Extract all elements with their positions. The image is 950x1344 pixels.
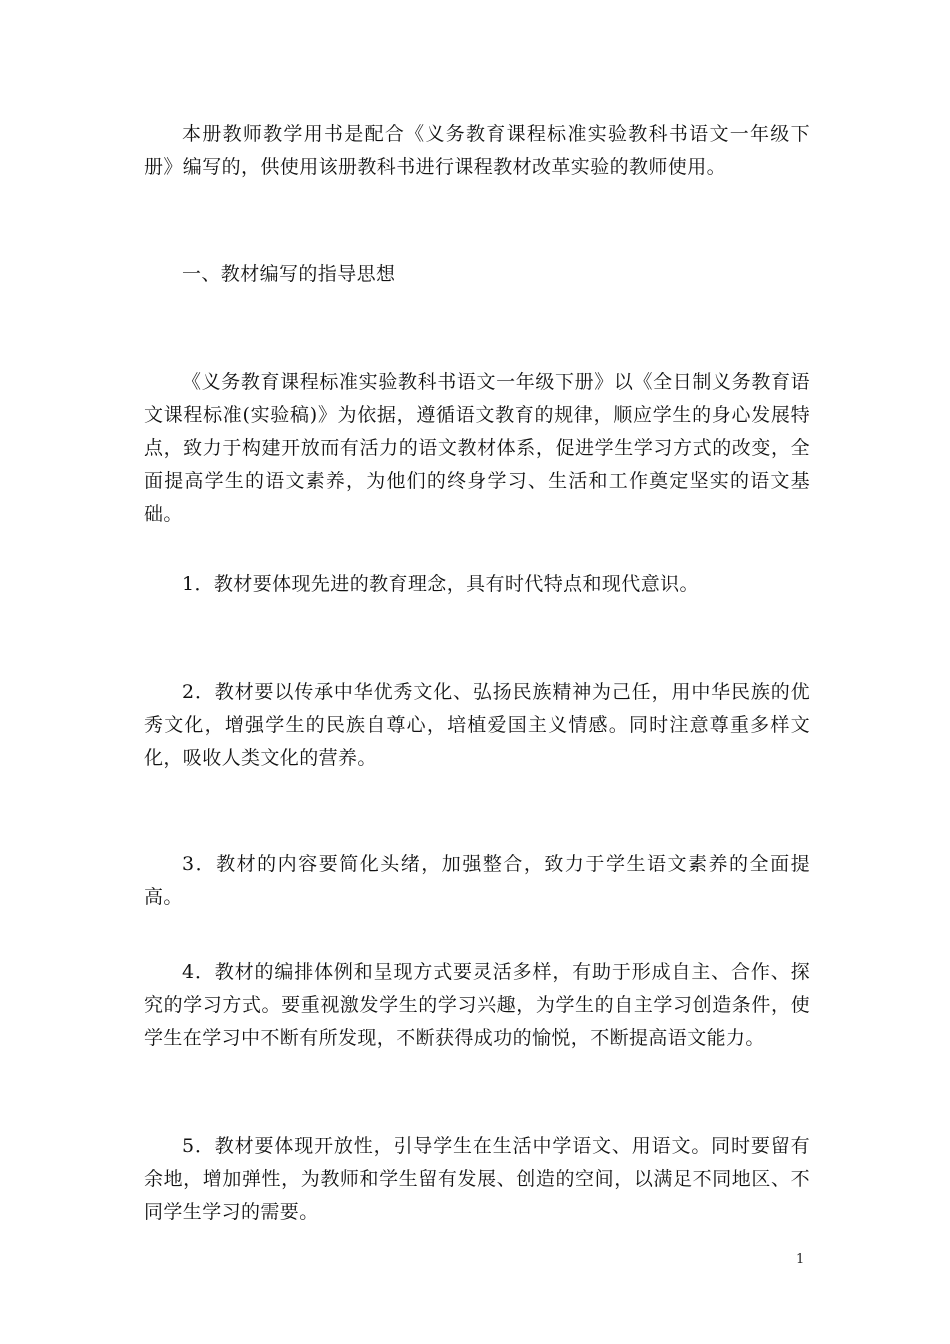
list-item: 5．教材要体现开放性，引导学生在生活中学语文、用语文。同时要留有余地，增加弹性，为教师和学生留有发展、创造的空间，以满足不同地区、不同学生学习的需要。 (144, 1135, 810, 1223)
list-item: 2．教材要以传承中华优秀文化、弘扬民族精神为己任，用中华民族的优秀文化，增强学生的民族自尊心，培植爱国主义情感。同时注意尊重多样文化，吸收人类文化的营养。 (144, 681, 810, 769)
list-item: 4．教材的编排体例和呈现方式要灵活多样，有助于形成自主、合作、探究的学习方式。要重视激发学生的学习兴趣，为学生的自主学习创造条件，使学生在学习中不断有所发现，不断获得成功的愉悦，不断提高语文能力。 (144, 961, 810, 1049)
basis-paragraph: 《义务教育课程标准实验教科书语文一年级下册》以《全日制义务教育语文课程标准(实验稿)》为依据，遵循语文教育的规律，顺应学生的身心发展特点，致力于构建开放而有活力的语文教材体系，促进学生学习方式的改变，全面提高学生的语文素养，为他们的终身学习、生活和工作奠定坚实的语文基础。 (144, 371, 810, 525)
page-number: 1 (796, 1252, 805, 1267)
section-heading: 一、教材编写的指导思想 (182, 263, 396, 285)
list-item: 1．教材要体现先进的教育理念，具有时代特点和现代意识。 (182, 573, 699, 595)
list-item: 3．教材的内容要简化头绪，加强整合，致力于学生语文素养的全面提高。 (144, 853, 810, 908)
intro-paragraph: 本册教师教学用书是配合《义务教育课程标准实验教科书语文一年级下册》编写的，供使用该册教科书进行课程教材改革实验的教师使用。 (144, 123, 810, 178)
